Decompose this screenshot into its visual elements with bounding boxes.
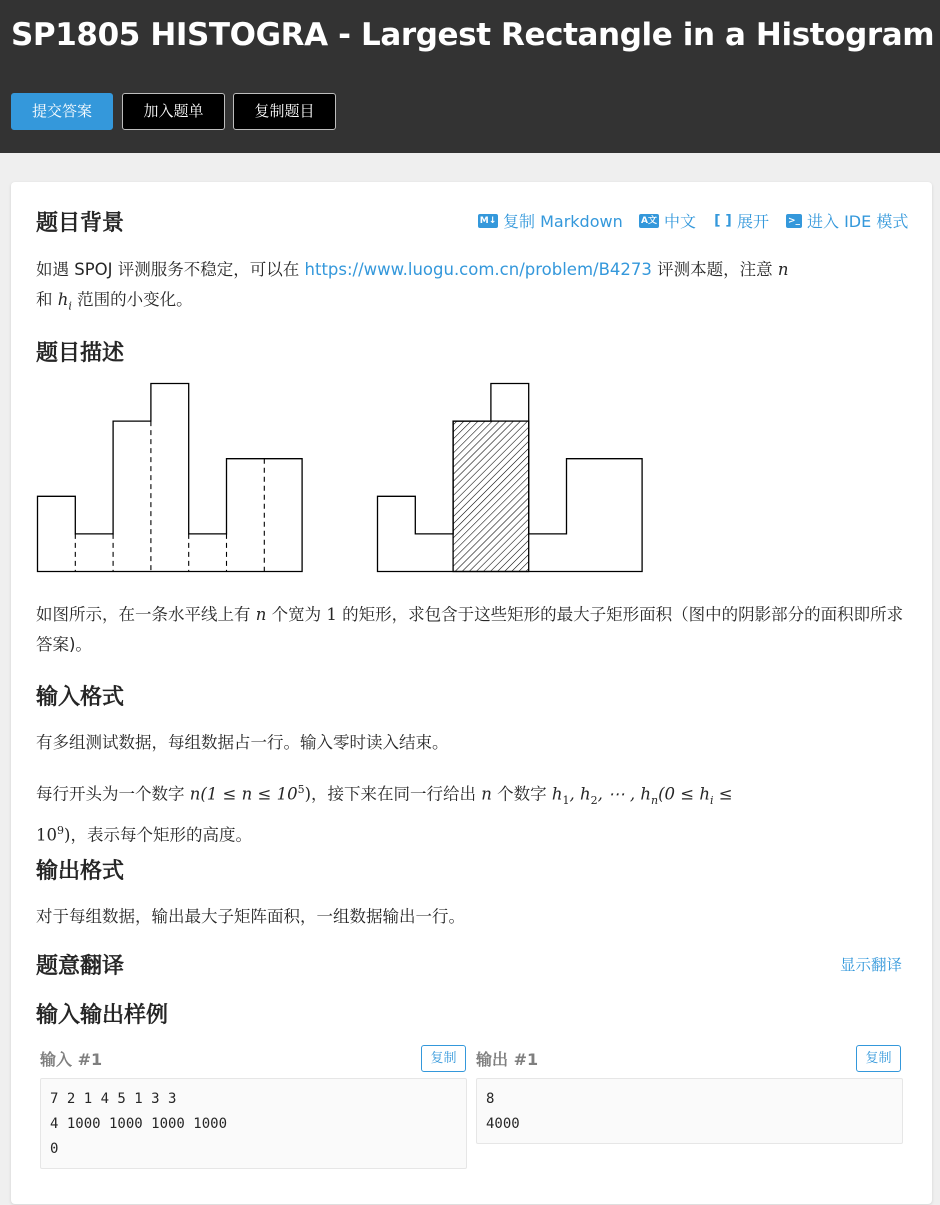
background-text: 和 (36, 290, 58, 309)
background-paragraph (36, 255, 908, 321)
math-subscript: 2 (590, 793, 598, 807)
copy-problem-button[interactable]: 复制题目 (233, 93, 336, 130)
problem-card (11, 182, 932, 1204)
histogram-right-max-rectangle (378, 384, 643, 572)
math-subscript: i (710, 793, 714, 807)
output-format-heading: 输出格式 (36, 859, 125, 884)
description-text: 个宽为 (266, 605, 327, 624)
math-expr: (0 ≤ h (658, 784, 711, 804)
problem-link[interactable]: https://www.luogu.com.cn/problem/B4273 (304, 260, 652, 279)
math-superscript: 5 (297, 783, 305, 796)
sample-output-box[interactable]: 8 4000 (476, 1078, 903, 1144)
math-var: n (481, 784, 492, 804)
copy-markdown-link[interactable] (478, 209, 623, 232)
sample-input-label: 输入 #1 (40, 1050, 103, 1069)
ide-mode-label: 进入 IDE 模式 (807, 212, 909, 231)
copy-input-button[interactable]: 复制 (421, 1045, 466, 1072)
markdown-icon: M↓ (479, 215, 497, 226)
math-var: n (777, 260, 789, 279)
math-expr: ) (304, 784, 312, 804)
math-subscript: n (651, 793, 659, 807)
input-text: ，表示每个矩形的高度。 (70, 825, 252, 845)
math-expr: ≤ (713, 784, 733, 804)
expand-icon: [ ] (714, 212, 732, 229)
ide-mode-link[interactable] (786, 209, 908, 232)
math-expr: 10 (36, 825, 57, 845)
sample-input-box[interactable]: 7 2 1 4 5 1 3 3 4 1000 1000 1000 1000 0 (40, 1078, 467, 1169)
output-format-text: 对于每组数据，输出最大子矩阵面积，一组数据输出一行。 (36, 907, 465, 926)
translation-heading: 题意翻译 (36, 954, 125, 979)
math-var: h (57, 290, 69, 309)
expand-link[interactable] (714, 209, 769, 232)
expand-label: 展开 (737, 212, 770, 231)
histogram-left (38, 384, 303, 572)
submit-answer-button[interactable]: 提交答案 (11, 93, 113, 130)
add-to-list-button[interactable]: 加入题单 (122, 93, 225, 130)
language-label: 中文 (664, 212, 697, 231)
input-text: ，接下来在同一行给出 (311, 784, 482, 804)
description-paragraph (36, 600, 908, 660)
input-text: 每行开头为一个数字 (36, 784, 190, 804)
page-title: SP1805 HISTOGRA - Largest Rectangle in a Histogram (11, 17, 935, 53)
math-expr: , ⋯ , h (597, 784, 652, 804)
sample-output-label: 输出 #1 (476, 1050, 539, 1069)
background-text: 评测本题，注意 (651, 260, 778, 279)
background-text: 如遇 SPOJ 评测服务不稳定，可以在 (36, 260, 305, 279)
description-text: 的矩形，求包含于这些矩形的最大子矩形面积（图中的阴影部分的面积即所求答案)。 (36, 605, 904, 654)
terminal-icon: >_ (787, 215, 801, 226)
show-translation-link[interactable]: 显示翻译 (840, 956, 903, 974)
math-subscript: 1 (562, 793, 570, 807)
background-text: 范围的小变化。 (71, 290, 193, 309)
math-expr: ) (64, 825, 71, 845)
samples-heading: 输入输出样例 (36, 1003, 169, 1028)
math-number: 1 (326, 605, 337, 624)
math-expr: h (551, 784, 563, 804)
input-format-paragraph (36, 775, 908, 850)
translate-icon: A文 (639, 214, 659, 228)
math-var: n (255, 605, 267, 624)
description-text: 如图所示，在一条水平线上有 (36, 605, 256, 624)
max-rectangle-hatched (453, 421, 529, 571)
math-subscript: i (68, 299, 72, 313)
background-heading: 题目背景 (36, 211, 125, 236)
input-format-line-1: 有多组测试数据，每组数据占一行。输入零时读入结束。 (36, 733, 449, 752)
input-text: 个数字 (491, 784, 552, 804)
header-bar (0, 0, 940, 153)
language-toggle-link[interactable] (639, 209, 696, 232)
copy-output-button[interactable]: 复制 (856, 1045, 901, 1072)
input-format-heading: 输入格式 (36, 685, 125, 710)
math-expr: n(1 ≤ n ≤ 10 (189, 784, 298, 804)
histogram-figure (36, 382, 646, 576)
description-heading: 题目描述 (36, 341, 125, 366)
histogram-outline (38, 384, 303, 572)
math-expr: , h (569, 784, 591, 804)
copy-markdown-label: 复制 Markdown (503, 212, 623, 231)
math-superscript: 9 (57, 823, 64, 837)
